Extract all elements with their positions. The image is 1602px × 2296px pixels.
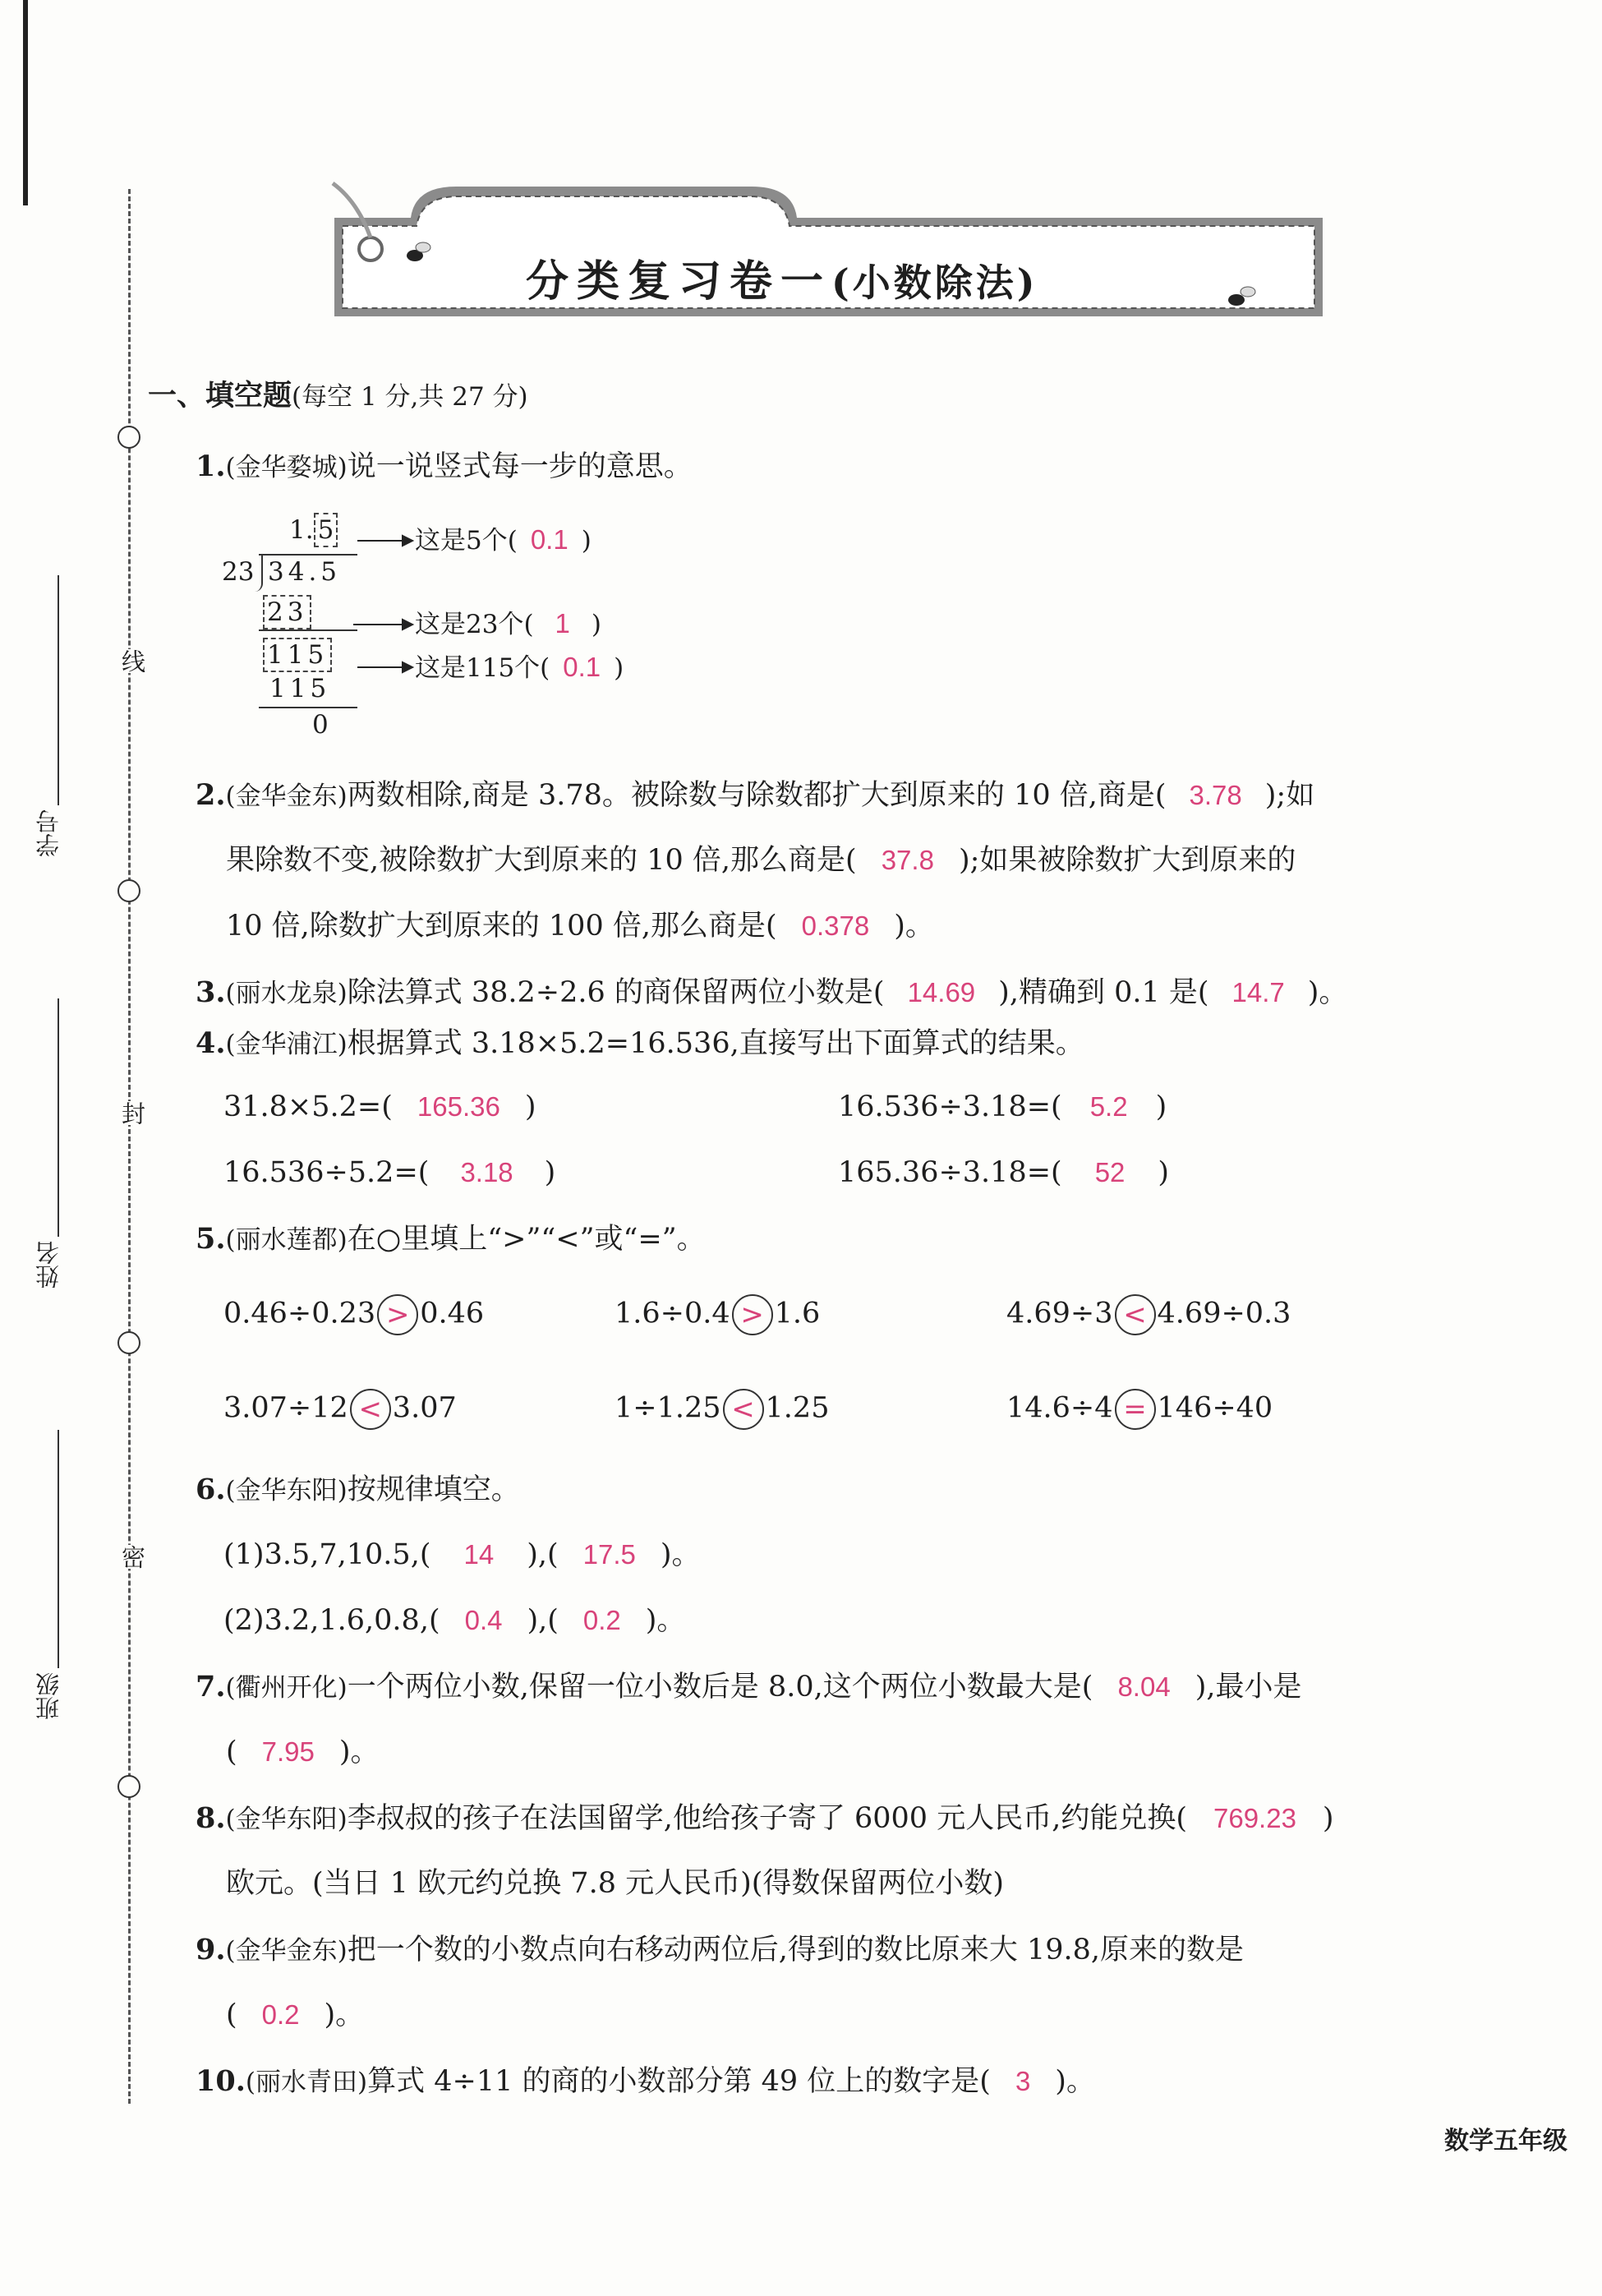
question-5: 5.(丽水莲都)在○里填上“>”“<”或“=”。 — [196, 1222, 706, 1256]
binding-hole — [117, 426, 140, 449]
binding-dashed-line — [128, 189, 131, 2104]
question-6: 6.(金华东阳)按规律填空。 — [196, 1473, 520, 1506]
question-1: 1.(金华婺城)说一说竖式每一步的意思。 — [196, 450, 693, 483]
answer: 5.2 — [1089, 1091, 1128, 1122]
page-title: 分类复习卷一(小数除法) — [526, 256, 1038, 307]
compare-circle: < — [350, 1389, 391, 1430]
answer: 14.69 — [907, 977, 976, 1007]
answer: 3 — [1015, 2066, 1031, 2096]
binding-hole — [117, 1331, 140, 1354]
question-3: 3.(丽水龙泉)除法算式 38.2÷2.6 的商保留两位小数是( 14.69 ),精确到 0.1 是( 14.7 )。 — [196, 975, 1348, 1009]
q5-item: 3.07÷12 < 3.07 — [223, 1389, 457, 1430]
answer: 769.23 — [1213, 1803, 1296, 1833]
answer: 52 — [1094, 1157, 1126, 1187]
binding-hole — [117, 1775, 140, 1798]
compare-circle: < — [1115, 1294, 1156, 1335]
question-9-line-1: 9.(金华金东)把一个数的小数点向右移动两位后,得到的数比原来大 19.8,原来的数是 — [196, 1933, 1245, 1966]
answer: 17.5 — [582, 1539, 636, 1570]
q5-item: 4.69÷3 < 4.69÷0.3 — [1006, 1294, 1291, 1335]
q6-line-1: (1)3.5,7,10.5,( 14 ),( 17.5 )。 — [223, 1538, 701, 1571]
question-8-line-2: 欧元。(当日 1 欧元约兑换 7.8 元人民币)(得数保留两位小数) — [226, 1867, 1005, 1900]
answer: 165.36 — [417, 1091, 500, 1122]
answer: 0.2 — [582, 1605, 621, 1635]
q5-item: 1.6÷0.4 > 1.6 — [615, 1294, 820, 1335]
q5-item: 0.46÷0.23 > 0.46 — [223, 1294, 484, 1335]
question-2-line-3: 10 倍,除数扩大到原来的 100 倍,那么商是( 0.378 )。 — [226, 910, 934, 943]
question-8-line-1: 8.(金华东阳)李叔叔的孩子在法国留学,他给孩子寄了 6000 元人民币,约能兑换( 769.23 ) — [196, 1801, 1334, 1835]
answer: 37.8 — [881, 845, 934, 875]
page-edge-line — [23, 0, 28, 205]
bee-icon — [1228, 294, 1245, 306]
binding-label-seal: 封 — [116, 1101, 150, 1125]
q6-line-2: (2)3.2,1.6,0.8,( 0.4 ),( 0.2 )。 — [223, 1604, 686, 1637]
student-no-field[interactable] — [58, 575, 59, 805]
class-label: 班级 — [35, 1672, 62, 1720]
page-subtitle: (小数除法) — [831, 260, 1038, 305]
section-header: 一、填空题(每空 1 分,共 27 分) — [148, 380, 528, 413]
answer: 1 — [555, 608, 570, 639]
answer: 0.4 — [464, 1605, 503, 1635]
binding-label-secret: 密 — [116, 1545, 150, 1569]
binding-hole — [117, 879, 140, 902]
q1-label-3: 这是115个( 0.1 ) — [415, 652, 624, 683]
question-7-line-2: ( 7.95 )。 — [226, 1736, 380, 1768]
q4-expr-3: 16.536÷5.2=( 3.18 ) — [223, 1156, 556, 1189]
compare-circle: = — [1115, 1389, 1156, 1430]
question-2-line-1: 2.(金华金东)两数相除,商是 3.78。被除数与除数都扩大到原来的 10 倍,商是( 3.78 );如 — [196, 778, 1315, 812]
compare-circle: < — [723, 1389, 764, 1430]
compare-circle: > — [732, 1294, 773, 1335]
q4-expr-4: 165.36÷3.18=( 52 ) — [838, 1156, 1170, 1189]
q1-label-2: 这是23个( 1 ) — [415, 608, 602, 639]
q5-item: 14.6÷4 = 146÷40 — [1006, 1389, 1273, 1430]
answer: 14.7 — [1231, 977, 1285, 1007]
answer: 0.2 — [261, 1999, 300, 2030]
answer: 14 — [463, 1539, 495, 1570]
q4-expr-2: 16.536÷3.18=( 5.2 ) — [838, 1090, 1167, 1123]
question-7-line-1: 7.(衢州开化)一个两位小数,保留一位小数后是 8.0,这个两位小数最大是( 8.04 ),最小是 — [196, 1670, 1302, 1704]
answer: 0.1 — [563, 652, 601, 682]
question-2-line-2: 果除数不变,被除数扩大到原来的 10 倍,那么商是( 37.8 );如果被除数扩大到原来的 — [226, 844, 1296, 877]
q1-label-1: 这是5个( 0.1 ) — [415, 524, 592, 556]
footer-label: 数学五年级 — [1444, 2127, 1567, 2155]
q4-expr-1: 31.8×5.2=( 165.36 ) — [223, 1090, 536, 1123]
long-division: 1. 5 23 34.5 23 115 115 0 — [222, 509, 361, 731]
name-field[interactable] — [58, 998, 59, 1237]
question-4: 4.(金华浦江)根据算式 3.18×5.2=16.536,直接写出下面算式的结果。 — [196, 1026, 1084, 1060]
name-label: 姓名 — [35, 1241, 62, 1289]
answer: 0.1 — [530, 524, 569, 555]
answer: 3.18 — [460, 1157, 513, 1187]
class-field[interactable] — [58, 1430, 59, 1668]
compare-circle: > — [377, 1294, 418, 1335]
answer: 8.04 — [1117, 1671, 1171, 1702]
binding-label-line: 线 — [116, 649, 150, 673]
question-10: 10.(丽水青田)算式 4÷11 的商的小数部分第 49 位上的数字是( 3 )。 — [196, 2064, 1095, 2098]
student-no-label: 学号 — [35, 809, 62, 857]
answer: 0.378 — [801, 911, 870, 941]
question-9-line-2: ( 0.2 )。 — [226, 1999, 365, 2031]
answer: 3.78 — [1189, 780, 1242, 810]
q5-item: 1÷1.25 < 1.25 — [615, 1389, 829, 1430]
answer: 7.95 — [261, 1736, 315, 1767]
arrows — [353, 526, 419, 690]
